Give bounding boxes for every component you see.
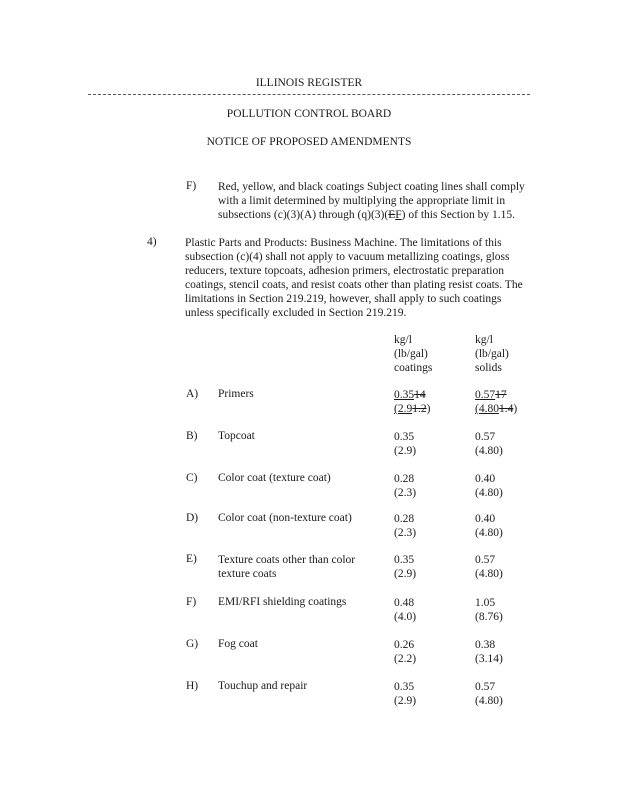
coatings-value: 0.35 (2.9) xyxy=(394,431,417,457)
solids-value: 0.5717 (4.801.4) xyxy=(475,389,518,415)
item-4-paragraph xyxy=(185,236,555,320)
solids-value: 1.05 (8.76) xyxy=(475,597,503,623)
row-name: Texture coats other than color texture coats xyxy=(218,554,356,580)
coatings-value: 0.35 (2.9) xyxy=(394,681,417,707)
inserted-text: F xyxy=(395,209,402,221)
item-4-marker: 4) xyxy=(147,236,157,248)
row-name: EMI/RFI shielding coatings xyxy=(218,596,347,608)
item-4-line: unless specifically excluded in Section 219.219. xyxy=(185,307,407,319)
item-4-line: reducers, texture topcoats, adhesion primers, electrostatic preparation xyxy=(185,265,504,277)
row-marker: D) xyxy=(186,512,199,524)
coatings-value: 0.28 (2.3) xyxy=(394,513,417,539)
coatings-value: 0.28 (2.3) xyxy=(394,473,417,499)
item-f-marker: F) xyxy=(186,180,197,192)
item-4-line: limitations in Section 219.219, however, shall apply to such coatings xyxy=(185,293,502,305)
row-marker: B) xyxy=(186,430,198,442)
row-name: Color coat (non-texture coat) xyxy=(218,512,352,524)
row-marker: C) xyxy=(186,472,198,484)
solids-value: 0.40 (4.80) xyxy=(475,513,503,539)
coatings-value: 0.48 (4.0) xyxy=(394,597,417,623)
item-4-line: Plastic Parts and Products: Business Machine. The limitations of this xyxy=(185,237,502,249)
row-name: Touchup and repair xyxy=(218,680,308,692)
solids-value: 0.57 (4.80) xyxy=(475,554,503,580)
item-4-line: subsection (c)(4) shall not apply to vacuum metallizing coatings, gloss xyxy=(185,251,510,263)
row-marker: F) xyxy=(186,596,197,608)
row-marker: A) xyxy=(186,388,199,400)
coatings-value: 0.3514 (2.91.2) xyxy=(394,389,431,415)
solids-column-header: kg/l (lb/gal) solids xyxy=(475,334,509,374)
solids-value: 0.57 (4.80) xyxy=(475,431,503,457)
item-f-line: Red, yellow, and black coatings Subject coating lines shall comply xyxy=(218,181,525,193)
solids-value: 0.40 (4.80) xyxy=(475,473,503,499)
row-marker: G) xyxy=(186,638,199,650)
item-f-line: subsections (c)(3)(A) through (q)(3)(EF) of this Section by 1.15. xyxy=(218,209,516,221)
header-rule xyxy=(88,94,530,95)
coatings-column-header: kg/l (lb/gal) coatings xyxy=(394,334,433,374)
row-name: Topcoat xyxy=(218,430,255,442)
row-name: Fog coat xyxy=(218,638,258,650)
notice-title: NOTICE OF PROPOSED AMENDMENTS xyxy=(206,136,412,148)
row-marker: E) xyxy=(186,553,197,565)
row-marker: H) xyxy=(186,680,199,692)
item-4-line: coatings, stencil coats, and resist coats other than plating resist coats. The xyxy=(185,279,523,291)
solids-value: 0.57 (4.80) xyxy=(475,681,503,707)
register-title: ILLINOIS REGISTER xyxy=(255,77,363,89)
row-name: Color coat (texture coat) xyxy=(218,472,331,484)
coatings-value: 0.26 (2.2) xyxy=(394,639,417,665)
item-f-paragraph xyxy=(218,180,558,222)
solids-value: 0.38 (3.14) xyxy=(475,639,503,665)
coatings-value: 0.35 (2.9) xyxy=(394,554,417,580)
row-name: Primers xyxy=(218,388,254,400)
item-f-line: with a limit determined by multiplying the appropriate limit in xyxy=(218,195,506,207)
board-title: POLLUTION CONTROL BOARD xyxy=(226,108,392,120)
struck-text: E xyxy=(388,209,396,221)
